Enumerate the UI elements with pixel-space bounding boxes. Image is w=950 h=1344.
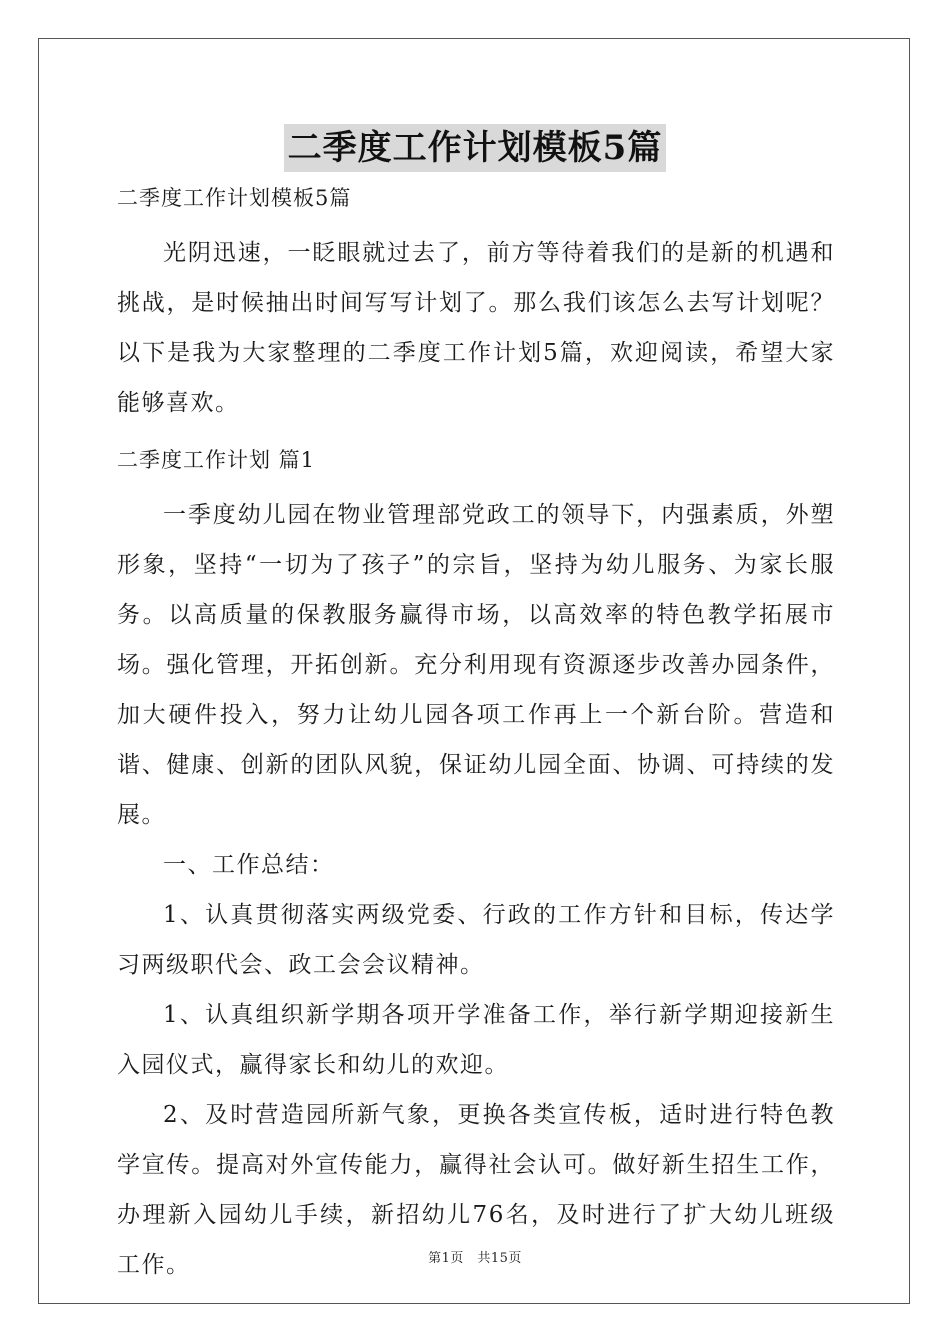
list-item: 1、认真组织新学期各项开学准备工作，举行新学期迎接新生入园仪式，赢得家长和幼儿的欢迎。 [117,1002,835,1078]
page-footer: 第1页 共15页 [428,1251,522,1266]
document-body [117,178,835,1290]
intro-paragraph: 光阴迅速，一眨眼就过去了，前方等待着我们的是新的机遇和挑战，是时候抽出时间写写计划了。那么我们该怎么去写计划呢？以下是我为大家整理的二季度工作计划5篇，欢迎阅读，希望大家能够喜欢。 [117,240,835,416]
list-item: 2、及时营造园所新气象，更换各类宣传板，适时进行特色教学宣传。提高对外宣传能力，赢得社会认可。做好新生招生工作，办理新入园幼儿手续，新招幼儿76名，及时进行了扩大幼儿班级工作。 [117,1102,835,1278]
document-subtitle: 二季度工作计划模板5篇 [117,186,352,210]
section-intro-paragraph: 一季度幼儿园在物业管理部党政工的领导下，内强素质，外塑形象，坚持“一切为了孩子”的宗旨，坚持为幼儿服务、为家长服务。以高质量的保教服务赢得市场，以高效率的特色教学拓展市场。强化管理，开拓创新。充分利用现有资源逐步改善办园条件，加大硬件投入，努力让幼儿园各项工作再上一个新台阶。营造和谐、健康、创新的团队风貌，保证幼儿园全面、协调、可持续的发展。 [117,502,835,828]
section-heading: 二季度工作计划 篇1 [117,448,316,472]
document-title: 二季度工作计划模板5篇 [284,124,667,172]
summary-heading: 一、工作总结： [163,852,335,878]
title-wrap [0,124,950,172]
list-item: 1、认真贯彻落实两级党委、行政的工作方针和目标，传达学习两级职代会、政工会会议精神。 [117,902,835,978]
